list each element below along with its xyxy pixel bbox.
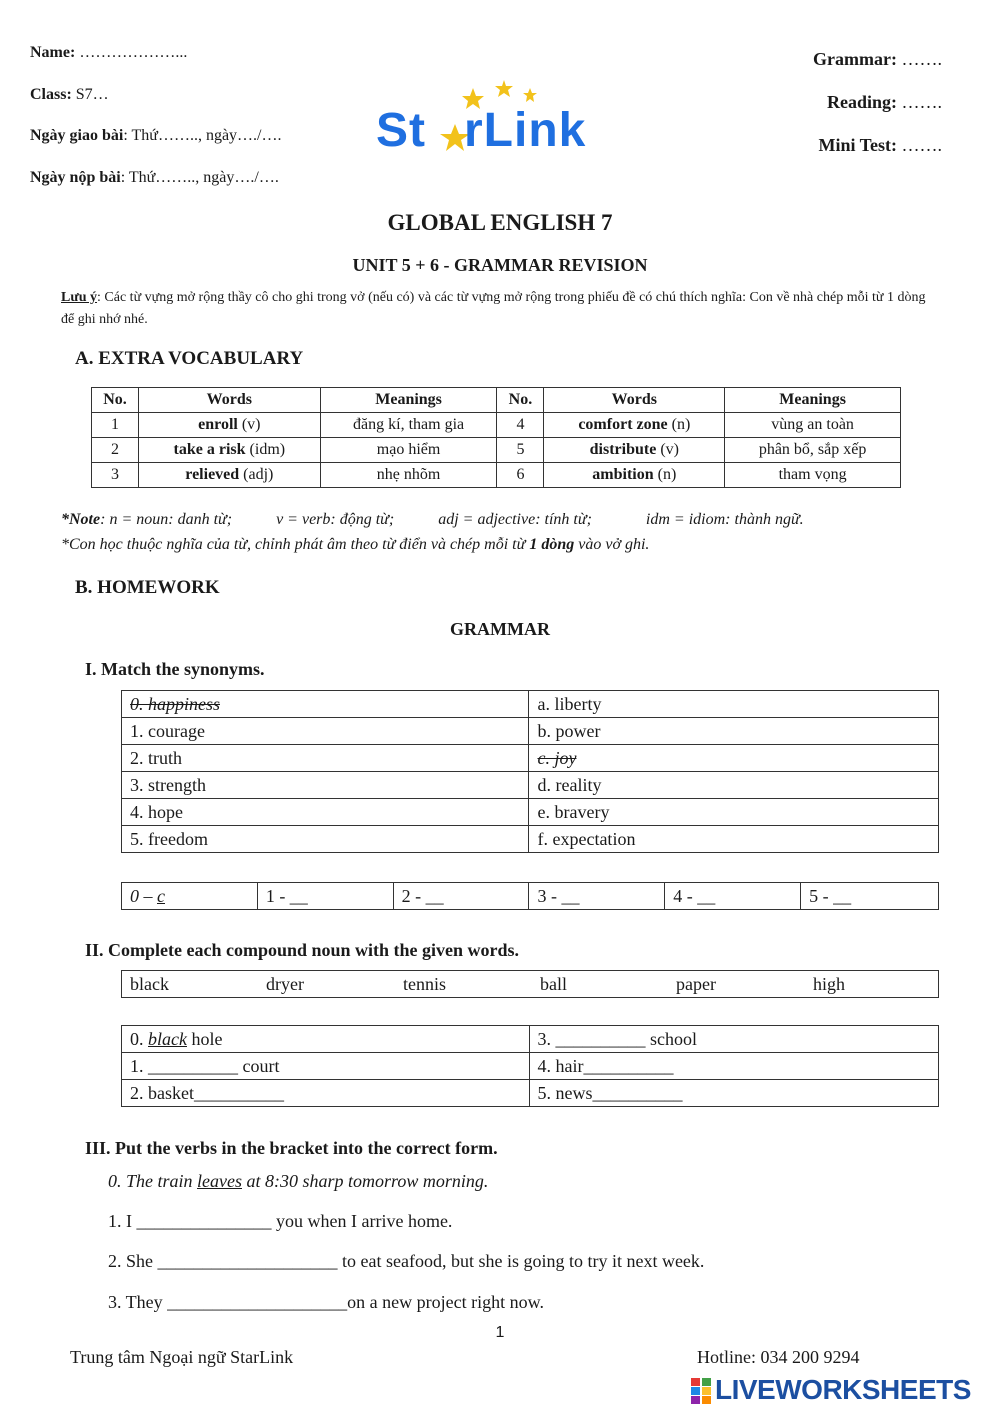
vocab-word: ambition <box>592 466 654 483</box>
footnote-note-label: *Note <box>61 511 101 528</box>
vocab-word: distribute <box>589 441 657 458</box>
vocab-word-cell <box>138 438 320 463</box>
vocabulary-table <box>91 387 901 488</box>
match-right-item: e. bravery <box>529 799 939 826</box>
exercise-2-title: II. Complete each compound noun with the given words. <box>85 940 520 960</box>
col-header-words: Words <box>138 388 320 413</box>
compound-item[interactable]: 2. basket__________ <box>122 1080 530 1107</box>
vocab-footnote-abbreviations <box>61 511 941 529</box>
section-b-title: B. HOMEWORK <box>75 577 220 598</box>
vocab-word-cell <box>138 413 320 438</box>
word-bank-item: black <box>130 973 169 994</box>
footer-hotline: Hotline: 034 200 9294 <box>697 1347 860 1367</box>
footnote-item: v = verb: động từ; <box>276 511 395 528</box>
match-left-item: 4. hope <box>122 799 529 826</box>
answer-example-letter: c <box>157 885 165 906</box>
word-bank <box>121 970 939 998</box>
exercise-3-title: III. Put the verbs in the bracket into the correct form. <box>85 1138 498 1158</box>
reading-score-label: Reading: <box>826 92 897 112</box>
compound-example-word: black <box>148 1028 187 1049</box>
footnote2-pre: *Con học thuộc nghĩa của từ, chỉnh phát âm theo từ điển và chép mỗi từ <box>61 536 530 553</box>
word-bank-item: tennis <box>403 973 446 994</box>
ex3-example-pre: 0. The train <box>108 1171 198 1191</box>
compound-row <box>122 1026 939 1053</box>
assign-date-line <box>30 127 282 145</box>
minitest-score-line <box>818 135 942 156</box>
vocab-no: 6 <box>497 463 544 488</box>
col-header-meanings: Meanings <box>725 388 901 413</box>
footnote-item: idm = idiom: thành ngữ. <box>645 511 804 528</box>
grammar-score-label: Grammar: <box>813 49 897 69</box>
match-answer-table <box>121 882 939 910</box>
answer-example-pre: 0 – <box>130 885 157 906</box>
compound-item[interactable]: 5. news__________ <box>529 1080 939 1107</box>
vocab-meaning: nhẹ nhõm <box>320 463 497 488</box>
vocab-word: take a risk <box>173 441 246 458</box>
vocab-no: 1 <box>92 413 139 438</box>
answer-blank[interactable]: 5 - __ <box>801 883 939 910</box>
word-bank-cell <box>122 971 939 998</box>
minitest-score-label: Mini Test: <box>818 135 897 155</box>
exercise-3-item[interactable]: 2. She ____________________ to eat seafood, but she is going to try it next week. <box>108 1251 705 1271</box>
vocab-meaning: đăng kí, tham gia <box>320 413 497 438</box>
liveworksheets-logo-icon <box>691 1378 711 1404</box>
match-left-item: 3. strength <box>122 772 529 799</box>
ex3-example-word: leaves <box>197 1171 242 1191</box>
grammar-heading: GRAMMAR <box>450 619 550 639</box>
vocab-no: 2 <box>92 438 139 463</box>
compound-item[interactable]: 3. __________ school <box>529 1026 939 1053</box>
match-right-item: a. liberty <box>529 691 939 718</box>
name-line <box>30 44 187 62</box>
answer-blank[interactable]: 2 - __ <box>393 883 529 910</box>
liveworksheets-wordmark: LIVEWORKSHEETS <box>715 1374 971 1405</box>
match-row <box>122 826 939 853</box>
footnote-item: adj = adjective: tính từ; <box>438 511 592 528</box>
vocab-pos: (v) <box>656 441 679 458</box>
vocab-meaning: vùng an toàn <box>725 413 901 438</box>
compound-row <box>122 1053 939 1080</box>
match-row <box>122 691 939 718</box>
match-left-item: 1. courage <box>122 718 529 745</box>
vocab-meaning: mạo hiểm <box>320 438 497 463</box>
compound-item[interactable]: 4. hair__________ <box>529 1053 939 1080</box>
vocab-footnote-instruction <box>61 536 649 554</box>
word-bank-item: dryer <box>266 973 304 994</box>
note-text: : Các từ vựng mở rộng thầy cô cho ghi trong vở (nếu có) và các từ vựng mở rộng trong phiếu đề có chú thích nghĩa: Con về nhà chép mỗi từ 1 dòng để ghi nhớ nhé. <box>61 290 926 327</box>
submit-label: Ngày nộp bài <box>30 169 121 186</box>
vocab-meaning: phân bổ, sắp xếp <box>725 438 901 463</box>
footnote-item: : n = noun: danh từ; <box>100 511 233 528</box>
match-row <box>122 772 939 799</box>
match-right-item: b. power <box>529 718 939 745</box>
synonym-match-table <box>121 690 939 853</box>
answer-example <box>122 883 258 910</box>
vocabulary-row <box>92 438 901 463</box>
vocab-word: comfort zone <box>578 416 668 433</box>
reading-score-value[interactable]: ……. <box>897 92 942 112</box>
logo-wordmark <box>376 106 586 156</box>
compound-row <box>122 1080 939 1107</box>
grammar-score-line <box>813 49 942 70</box>
footer-center-name: Trung tâm Ngoại ngữ StarLink <box>70 1347 294 1367</box>
assign-label: Ngày giao bài <box>30 127 124 144</box>
logo-text-end: rLink <box>464 104 587 157</box>
match-right-item: d. reality <box>529 772 939 799</box>
match-right-item: f. expectation <box>529 826 939 853</box>
footnote2-bold: 1 dòng <box>529 536 575 553</box>
match-left-item: 2. truth <box>122 745 529 772</box>
vocab-pos: (v) <box>237 416 261 433</box>
answer-blank[interactable]: 1 - __ <box>257 883 393 910</box>
match-row <box>122 799 939 826</box>
vocab-word-cell <box>138 463 320 488</box>
compound-item[interactable]: 1. __________ court <box>122 1053 530 1080</box>
word-bank-item: high <box>813 973 846 994</box>
col-header-words: Words <box>544 388 725 413</box>
vocab-meaning: tham vọng <box>725 463 901 488</box>
vocab-no: 4 <box>497 413 544 438</box>
answer-row <box>122 883 939 910</box>
vocab-pos: (n) <box>653 466 677 483</box>
ex3-example-post: at 8:30 sharp tomorrow morning. <box>242 1171 489 1191</box>
class-value[interactable]: S7… <box>71 86 109 103</box>
match-left-item: 0. happiness <box>122 691 529 718</box>
col-header-no: No. <box>497 388 544 413</box>
name-value[interactable]: ………………... <box>75 44 188 61</box>
vocab-word: relieved <box>185 466 240 483</box>
footnote2-post: vào vở ghi. <box>574 536 650 553</box>
word-bank-item: ball <box>540 973 567 994</box>
match-row <box>122 718 939 745</box>
page-title: GLOBAL ENGLISH 7 <box>387 210 613 235</box>
note-label: Lưu ý <box>61 290 98 305</box>
assign-value[interactable]: : Thứ…….., ngày…./…. <box>123 127 282 144</box>
vocab-no: 5 <box>497 438 544 463</box>
compound-example <box>122 1026 530 1053</box>
vocabulary-header-row <box>92 388 901 413</box>
vocabulary-row <box>92 413 901 438</box>
reading-score-line <box>827 92 942 113</box>
grammar-score-value[interactable]: ……. <box>897 49 942 69</box>
compound-example-post: hole <box>186 1028 223 1049</box>
vocab-word-cell <box>544 413 725 438</box>
starlink-logo <box>376 76 626 156</box>
exercise-3-example <box>108 1171 488 1192</box>
name-label: Name: <box>30 44 76 61</box>
vocab-no: 3 <box>92 463 139 488</box>
match-right-item: c. joy <box>529 745 939 772</box>
vocab-word-cell <box>544 438 725 463</box>
section-a-title: A. EXTRA VOCABULARY <box>75 348 304 369</box>
match-left-item: 5. freedom <box>122 826 529 853</box>
class-label: Class: <box>30 86 72 103</box>
word-bank-row <box>122 971 939 998</box>
compound-example-pre: 0. <box>130 1028 148 1049</box>
submit-value[interactable]: : Thứ…….., ngày…./…. <box>120 169 279 186</box>
note-paragraph <box>61 287 941 331</box>
vocab-pos: (n) <box>667 416 691 433</box>
answer-blank[interactable]: 4 - __ <box>665 883 801 910</box>
word-bank-item: paper <box>676 973 716 994</box>
answer-blank[interactable]: 3 - __ <box>529 883 665 910</box>
col-header-no: No. <box>92 388 139 413</box>
exercise-1-title: I. Match the synonyms. <box>85 659 265 679</box>
page-subtitle: UNIT 5 + 6 - GRAMMAR REVISION <box>352 255 648 275</box>
vocab-word: enroll <box>198 416 238 433</box>
exercise-3-item[interactable]: 3. They ____________________on a new project right now. <box>108 1292 544 1312</box>
page-number: 1 <box>495 1324 505 1341</box>
match-row <box>122 745 939 772</box>
exercise-3-item[interactable]: 1. I _______________ you when I arrive home. <box>108 1211 453 1231</box>
logo-text-start: St <box>376 104 426 157</box>
vocab-pos: (adj) <box>239 466 274 483</box>
vocabulary-row <box>92 463 901 488</box>
vocab-pos: (idm) <box>245 441 286 458</box>
vocab-word-cell <box>544 463 725 488</box>
class-line <box>30 86 109 104</box>
col-header-meanings: Meanings <box>320 388 497 413</box>
submit-date-line <box>30 169 279 187</box>
compound-noun-table <box>121 1025 939 1107</box>
minitest-score-value[interactable]: ……. <box>897 135 942 155</box>
